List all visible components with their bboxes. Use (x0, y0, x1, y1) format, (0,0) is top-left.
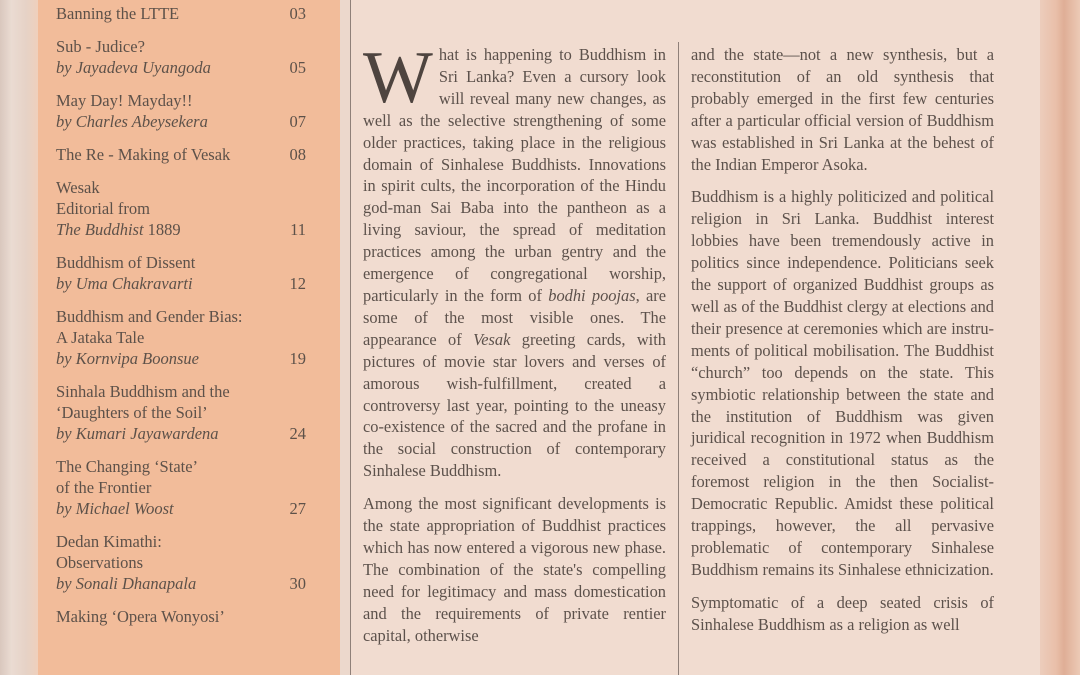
column-divider-left (350, 0, 351, 675)
toc-author: by Kornvipa Boonsue (56, 349, 199, 368)
toc-author: by Charles Abeysekera (56, 112, 208, 131)
article-paragraph: Symptomatic of a deep seated crisis of Sinhalese Buddhism as a religion as well (691, 592, 994, 634)
toc-author: by Kumari Jayawardena (56, 424, 219, 443)
toc-page-number: 03 (289, 4, 306, 23)
toc-page-number: 08 (289, 145, 306, 164)
toc-title-line2: Observations (56, 553, 144, 572)
toc-title: Buddhism of Dissent (56, 253, 196, 272)
toc-title: Wesak (56, 178, 100, 197)
toc-author: by Uma Chakravarti (56, 274, 193, 293)
toc-source-name: The Buddhist (56, 220, 144, 239)
toc-entry[interactable] (56, 3, 326, 24)
toc-title: May Day! Mayday!! (56, 91, 193, 110)
article-paragraph: Buddhism is a highly politicized and political religion in Sri Lanka. Buddhist interest lobbies have been tremendously active in politics since independence. Politicians seek the support of organized Buddhist groups as well as of the Buddhist clergy at elections and their presence at ceremonies which are instruments of political mobilisation. The Buddhist “church” too depends on the state. This symbiotic relationship between the state and the institution of Buddhism was given juridical recognition in 1972 when Buddhism received a constitutional status as the foremost religion in the then Socialist-Democratic Republic. Amidst these political trappings, however, the all pervasive problematic of contemporary Sinhalese Buddhism remains its Sinhalese ethnicization. (691, 187, 994, 579)
drop-cap: W (363, 37, 433, 119)
toc-page-number: 27 (289, 499, 306, 518)
toc-title: Sub - Judice? (56, 37, 145, 56)
toc-author: by Michael Woost (56, 499, 174, 518)
toc-title: Sinhala Buddhism and the (56, 382, 230, 401)
article-paragraph (363, 37, 666, 482)
toc-entry[interactable] (56, 306, 326, 369)
toc-title: Making ‘Opera Wonyosi’ (56, 607, 225, 626)
toc-title-line2: of the Frontier (56, 478, 152, 497)
paragraph-text: hat is happening to Buddhism in Sri Lanka? Even a cursory look will reveal many new changes, as well as the selective strengthening of some older practices, taking place in the religious domain of Sinhalese Buddhists. Innovations in spirit cults, the incorporation of the Hindu god-man Sai Baba into the pantheon as a living saviour, the spread of meditation practices among the urban gentry and the emergence of congregational worship, particularly in the form of (363, 45, 666, 305)
toc-author: by Sonali Dhanapala (56, 574, 197, 593)
paragraph-text: greeting cards, with pictures of movie star lovers and verses of amorous wish-fulfillment, created a controversy last year, pointing to the uneasy co-existence of the sacred and the profane in the social construction of contemporary Sinhalese Buddhism. (363, 329, 666, 481)
toc-title: Dedan Kimathi: (56, 532, 162, 551)
toc-page-number: 24 (289, 424, 306, 443)
toc-title-line2: ‘Daughters of the Soil’ (56, 403, 208, 422)
paragraph-text: , are some of the most visible ones. The appearance of (363, 285, 666, 349)
article-column-2 (691, 44, 994, 647)
toc-page-number: 12 (289, 274, 306, 293)
toc-source-year: 1889 (143, 220, 181, 239)
toc-page-number: 11 (290, 220, 306, 239)
article-paragraph: Among the most significant developments is the state appropriation of Buddhist practices which has now entered a vigorous new phase. The combination of the state's compelling need for legitimacy and mass domestication and the requirements of private rentier capital, otherwise (363, 494, 666, 645)
gutter (340, 0, 350, 675)
toc-page-number: 07 (289, 112, 306, 131)
toc-entry[interactable] (56, 252, 326, 294)
article-paragraph: and the state—not a new synthesis, but a reconstitution of an old synthesis that probably emerged in the first few centuries after a particular official version of Buddhism was established in Sri Lanka at the behest of the Indian Emperor Asoka. (691, 45, 994, 174)
toc-entry[interactable] (56, 381, 326, 444)
toc-entry[interactable] (56, 90, 326, 132)
toc-page-number: 19 (289, 349, 306, 368)
toc-entry[interactable] (56, 456, 326, 519)
toc-title: Banning the LTTE (56, 4, 180, 23)
toc-entry[interactable] (56, 177, 326, 240)
page-binding-edge (0, 0, 38, 675)
article-column-1 (363, 37, 666, 657)
page-right-edge (1040, 0, 1080, 675)
toc-entry[interactable] (56, 36, 326, 78)
toc-page-number: 30 (289, 574, 306, 593)
table-of-contents (38, 0, 340, 675)
toc-entry[interactable] (56, 144, 326, 165)
toc-title: The Re - Making of Vesak (56, 145, 231, 164)
toc-author: by Jayadeva Uyangoda (56, 58, 211, 77)
toc-title: Buddhism and Gender Bias: (56, 307, 243, 326)
toc-title: The Changing ‘State’ (56, 457, 199, 476)
italic-term: bodhi poojas (548, 285, 636, 305)
column-divider-middle (678, 42, 679, 675)
toc-entry[interactable] (56, 606, 326, 627)
toc-title-line2: A Jataka Tale (56, 328, 145, 347)
toc-entry[interactable] (56, 531, 326, 594)
toc-source-line (56, 219, 326, 240)
italic-term: Vesak (473, 329, 511, 349)
toc-page-number: 05 (289, 58, 306, 77)
toc-title-line2: Editorial from (56, 199, 150, 218)
